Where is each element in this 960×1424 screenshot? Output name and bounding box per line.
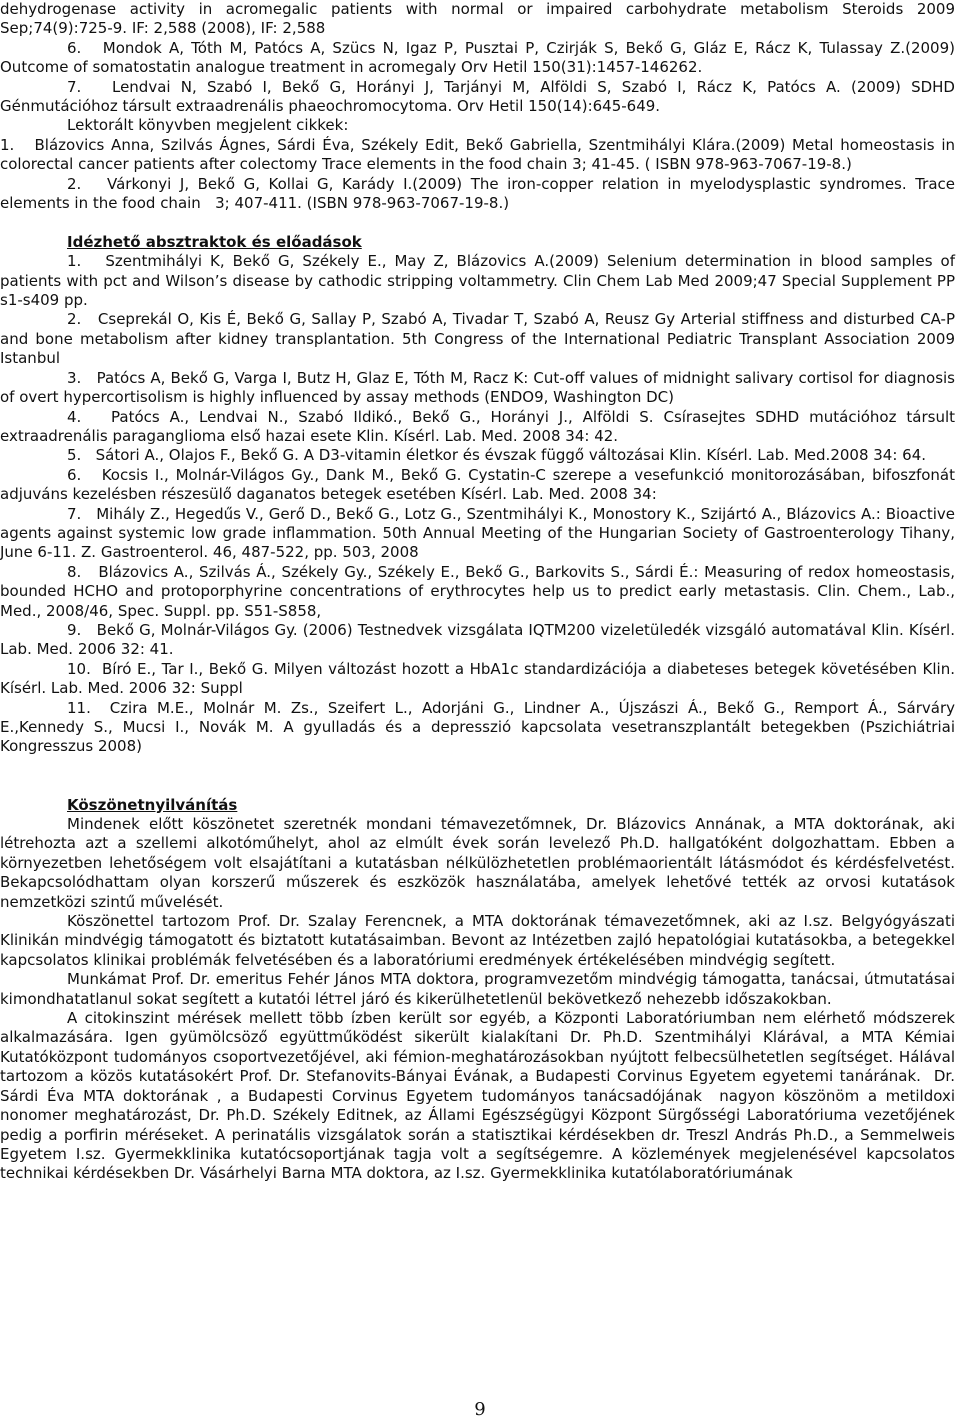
book-chapter-item: 1. Blázovics Anna, Szilvás Ágnes, Sárdi Éva, Székely Edit, Bekő Gabriella, Szentmihályi Klára.(2009) Metal homeostasis in colorectal cancer patients after colectomy Trace elements in the food chain 3; 41-45. ( ISBN 978-963-7067-19-8.) <box>0 135 955 174</box>
book-chapter-item: 2. Várkonyi J, Bekő G, Kollai G, Karády I.(2009) The iron-copper relation in myelodysplastic syndromes. Trace elements in the food chain 3; 407-411. (ISBN 978-963-7067-19-8.) <box>0 174 955 213</box>
reference-continued: dehydrogenase activity in acromegalic patients with normal or impaired carbohydrate metabolism Steroids 2009 Sep;74(9):725-9. IF: 2,588 (2008), IF: 2,588 <box>0 0 955 38</box>
page-number: 9 <box>474 1399 486 1420</box>
abstract-item: 9. Bekő G, Molnár-Világos Gy. (2006) Testnedvek vizsgálata IQTM200 vizeletüledék vizsgáló automatával Klin. Kísérl. Lab. Med. 2006 32: 41. <box>0 620 955 659</box>
abstract-item: 11. Czira M.E., Molnár M. Zs., Szeifert L., Adorjáni G., Lindner A., Újszászi Á., Bekő G., Remport Á., Sárváry E.,Kennedy S., Mucsi I., Novák M. A gyulladás és a depresszió kapcsolata vesetranszplantált betegekben (Pszichiátriai Kongresszus 2008) <box>0 698 955 756</box>
abstract-item: 3. Patócs A, Bekő G, Varga I, Butz H, Glaz E, Tóth M, Racz K: Cut-off values of midnight salivary cortisol for diagnosis of overt hypercortisolism is highly influenced by assay methods (ENDO9, Washington DC) <box>0 368 955 407</box>
reference-item: 6. Mondok A, Tóth M, Patócs A, Szücs N, Igaz P, Pusztai P, Czirják S, Bekő G, Gláz E, Rácz K, Tulassay Z.(2009) Outcome of somatostatin analogue treatment in acromegaly Orv Hetil 150(31):1457-146262. <box>0 38 955 77</box>
abstract-item: 8. Blázovics A., Szilvás Á., Székely Gy., Székely E., Bekő G., Barkovits S., Sárdi É.: Measuring of redox homeostasis, bounded HCHO and protoporphyrine concentrations of erythrocytes help us to predict early metastasis. Clin. Chem., Lab., Med., 2008/46, Spec. Suppl. pp. S51-S858, <box>0 562 955 620</box>
abstract-item: 4. Patócs A., Lendvai N., Szabó Ildikó., Bekő G., Horányi J., Alföldi S. Csírasejtes SDHD mutációhoz társult extraadrenális paraganglioma első hazai esete Klin. Kísérl. Lab. Med. 2008 34: 42. <box>0 407 955 445</box>
abstract-item: 2. Cseprekál O, Kis É, Bekő G, Sallay P, Szabó A, Tivadar T, Szabó A, Reusz Gy Arterial stiffness and disturbed CA-P and bone metabolism after kidney transplantation. 5th Congress of the International Pediatric Transplant Association 2009 Istanbul <box>0 310 955 368</box>
abstracts-heading: Idézhető absztraktok és előadások <box>67 232 362 251</box>
book-chapters-heading: Lektorált könyvben megjelent cikkek: <box>67 116 349 135</box>
acknowledgement-paragraph: A citokinszint mérések mellett több ízben került sor egyéb, a Központi Laboratóriumban nem elérhető módszerek alkalmazására. Igen gyümölcsöző együttműködést sikerült kialakítani Dr. Ph.D. Szentmihályi Klárával, a MTA Kémiai Kutatóközpont tudományos csoportvezetőjével, aki fémion-meghatározásokban nyújtott felbecsülhetetlen segítséget. Hálával tartozom a közös kutatásokért Prof. Dr. Stefanovits-Bányai Évának, a Budapesti Corvinus Egyetem egyetemi tanárának. Dr. Sárdi Éva MTA doktorának , a Budapesti Corvinus Egyetem tudományos tanácsadójának nagyon köszönöm a metildoxi nonomer meghatározást, Dr. Ph.D. Székely Editnek, az Állami Egészségügyi Központ Sürgősségi Laboratóriuma vezetőjének pedig a porfirin méréseket. A perinatális vizsgálatok során a statisztikai kérdésekben dr. Treszl András Ph.D., a Semmelweis Egyetem I.sz. Gyermekklinika kutatócsoportjának tagja volt a segítségemre. A közlemények megjelenésével kapcsolatos technikai kérdésekben Dr. Vásárhelyi Barna MTA doktora, az I.sz. Gyermekklinika kutatólaboratóriumának <box>0 1009 955 1183</box>
acknowledgements-heading: Köszönetnyilvánítás <box>67 795 238 814</box>
abstract-item: 7. Mihály Z., Hegedűs V., Gerő D., Bekő G., Lotz G., Szentmihályi K., Monostory K., Szijártó A., Blázovics A.: Bioactive agents against systemic low grade inflammation. 50th Annual Meeting of the Hungarian Society of Gastroenterology Tihany, June 6-11. Z. Gastroenterol. 46, 487-522, pp. 503, 2008 <box>0 504 955 562</box>
acknowledgement-paragraph: Mindenek előtt köszönetet szeretnék mondani témavezetőmnek, Dr. Blázovics Annának, a MTA doktorának, aki létrehozta azt a szellemi alkotóműhelyt, ahol az elmúlt évek során levelező Ph.D. hallgatóként dolgozhattam. Ebben a környezetben lehetőségem volt elsajátítani a kutatásban nélkülözhetetlen problémaorientált látásmódot és kérdésfelvetést. Bekapcsolódhattam olyan korszerű műszerek és eszközök használatába, amelyek lehetővé tették az orvosi kutatások nemzetközi szintű művelését. <box>0 815 955 911</box>
abstract-item: 6. Kocsis I., Molnár-Világos Gy., Dank M., Bekő G. Cystatin-C szerepe a vesefunkció monitorozásában, bifoszfonát adjuváns kezelésben részesülő daganatos betegek esetében Kísérl. Lab. Med. 2008 34: <box>0 465 955 504</box>
abstract-item: 1. Szentmihályi K, Bekő G, Székely E., May Z, Blázovics A.(2009) Selenium determination in blood samples of patients with pct and Wilson’s disease by cathodic stripping voltammetry. Clin Chem Lab Med 2009;47 Special Supplement PP s1-s409 pp. <box>0 252 955 310</box>
abstract-item: 10. Bíró E., Tar I., Bekő G. Milyen változást hozott a HbA1c standardizációja a diabeteses betegek követésében Klin. Kísérl. Lab. Med. 2006 32: Suppl <box>0 659 955 698</box>
acknowledgement-paragraph: Munkámat Prof. Dr. emeritus Fehér János MTA doktora, programvezetőm mindvégig támogatta, tanácsai, útmutatásai kimondhatatlanul sokat segített a kutatói létтel járó és kikerülhetetlenül bekövetkező nehezebb időszakokban. <box>0 970 955 1008</box>
acknowledgement-paragraph: Köszönettel tartozom Prof. Dr. Szalay Ferencnek, a MTA doktorának témavezetőmnek, aki az I.sz. Belgyógyászati Klinikán mindvégig támogatott és biztatott kutatásaimban. Bevont az Intézetben zajló hepatológiai kutatásokba, a betegekkel kapcsolatos klinikai problémák felvetésében és a laboratóriumi eredmények értékelésében mindvégig segített. <box>0 912 955 969</box>
abstract-item: 5. Sátori A., Olajos F., Bekő G. A D3-vitamin életkor és évszak függő változásai Klin. Kísérl. Lab. Med.2008 34: 64. <box>67 446 927 465</box>
reference-item: 7. Lendvai N, Szabó I, Bekő G, Horányi J, Tarjányi M, Alföldi S, Szabó I, Rácz K, Patócs A. (2009) SDHD Génmutációhoz társult extraadrenális phaeochromocytoma. Orv Hetil 150(14):645-649. <box>0 77 955 116</box>
